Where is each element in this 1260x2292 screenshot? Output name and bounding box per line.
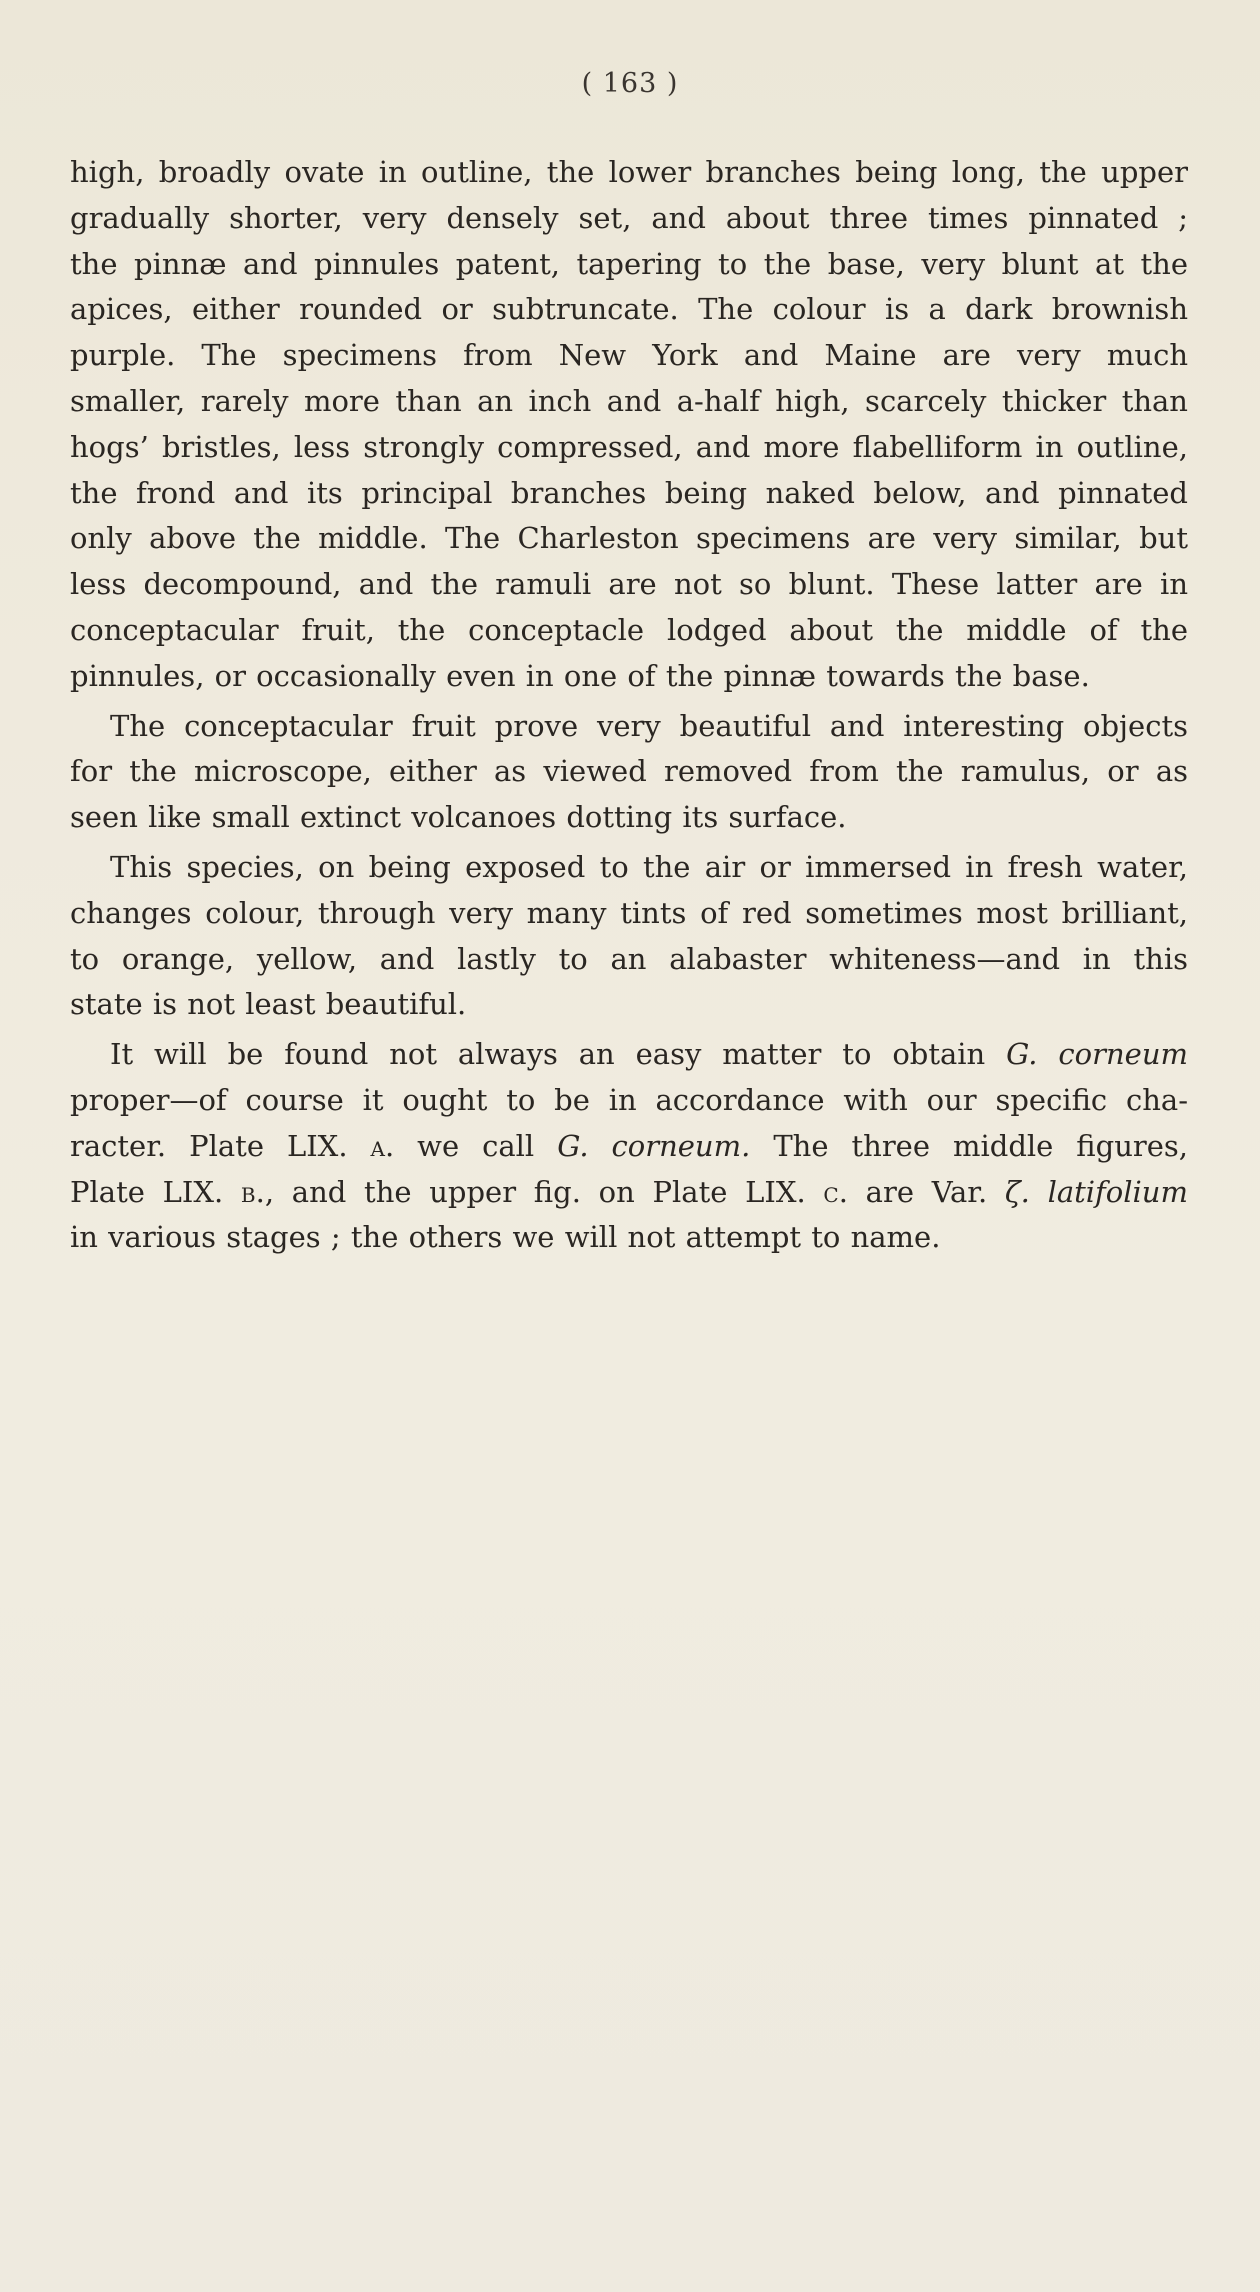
- text-run: It will be found not always an easy matter to obtain: [110, 1037, 1007, 1072]
- text-line: state is not least beautiful.: [70, 987, 467, 1022]
- text-line: in various stages ; the others we will not attempt to name.: [70, 1220, 941, 1255]
- body-text: [70, 150, 1188, 1261]
- variety-name: ζ. latifolium: [1004, 1174, 1188, 1209]
- text-line: [70, 1032, 1188, 1078]
- species-name: G. corneum: [1006, 1037, 1188, 1072]
- text-line: hogs’ bristles, less strongly compressed, and more flabelliform in outline,: [70, 429, 1188, 464]
- plate-letter: b.: [240, 1174, 265, 1209]
- text-line: high, broadly ovate in outline, the lower branches being long, the upper: [70, 155, 1188, 189]
- paragraph-3: [70, 845, 1188, 1028]
- text-run: are Var.: [847, 1174, 1005, 1209]
- text-run: racter. Plate LIX.: [70, 1128, 371, 1163]
- text-line: pinnules, or occasionally even in one of the pinnæ towards the base.: [70, 658, 1090, 693]
- text-line: only above the middle. The Charleston specimens are very similar, but: [70, 521, 1188, 556]
- text-line: This species, on being exposed to the air or immersed in fresh water,: [110, 849, 1188, 884]
- text-line: [70, 1124, 1188, 1170]
- species-name: G. corneum.: [557, 1128, 751, 1163]
- text-line: changes colour, through very many tints of red sometimes most brilliant,: [70, 895, 1188, 930]
- text-run: , and the upper fig. on Plate LIX.: [264, 1174, 824, 1209]
- text-line: [70, 1170, 1188, 1216]
- plate-letter: c.: [823, 1174, 848, 1209]
- text-run: Plate LIX.: [70, 1174, 241, 1209]
- paragraph-2: [70, 704, 1188, 841]
- text-line: less decompound, and the ramuli are not so blunt. These latter are in: [70, 567, 1188, 602]
- text-line: apices, either rounded or subtruncate. The colour is a dark brownish: [70, 292, 1188, 327]
- text-line: seen like small extinct volcanoes dotting its surface.: [70, 800, 847, 835]
- text-line: proper—of course it ought to be in accordance with our specific cha-: [70, 1082, 1188, 1117]
- paragraph-1: [70, 150, 1188, 700]
- page-number: ( 163 ): [581, 68, 679, 99]
- text-line: purple. The specimens from New York and Maine are very much: [70, 338, 1188, 373]
- plate-letter: a.: [370, 1128, 395, 1163]
- text-line: to orange, yellow, and lastly to an alabaster whiteness—and in this: [70, 941, 1188, 976]
- text-run: The three middle figures,: [750, 1128, 1189, 1163]
- paragraph-4: [70, 1032, 1188, 1261]
- text-line: The conceptacular fruit prove very beautiful and interesting objects: [110, 708, 1188, 743]
- text-line: conceptacular fruit, the conceptacle lodged about the middle of the: [70, 612, 1188, 647]
- text-line: for the microscope, either as viewed removed from the ramulus, or as: [70, 754, 1188, 789]
- text-line: smaller, rarely more than an inch and a-half high, scarcely thicker than: [70, 383, 1188, 418]
- text-run: we call: [394, 1128, 558, 1163]
- text-line: gradually shorter, very densely set, and about three times pinnated ;: [70, 200, 1188, 235]
- text-line: the pinnæ and pinnules patent, tapering to the base, very blunt at the: [70, 246, 1188, 281]
- text-line: the frond and its principal branches being naked below, and pinnated: [70, 475, 1188, 510]
